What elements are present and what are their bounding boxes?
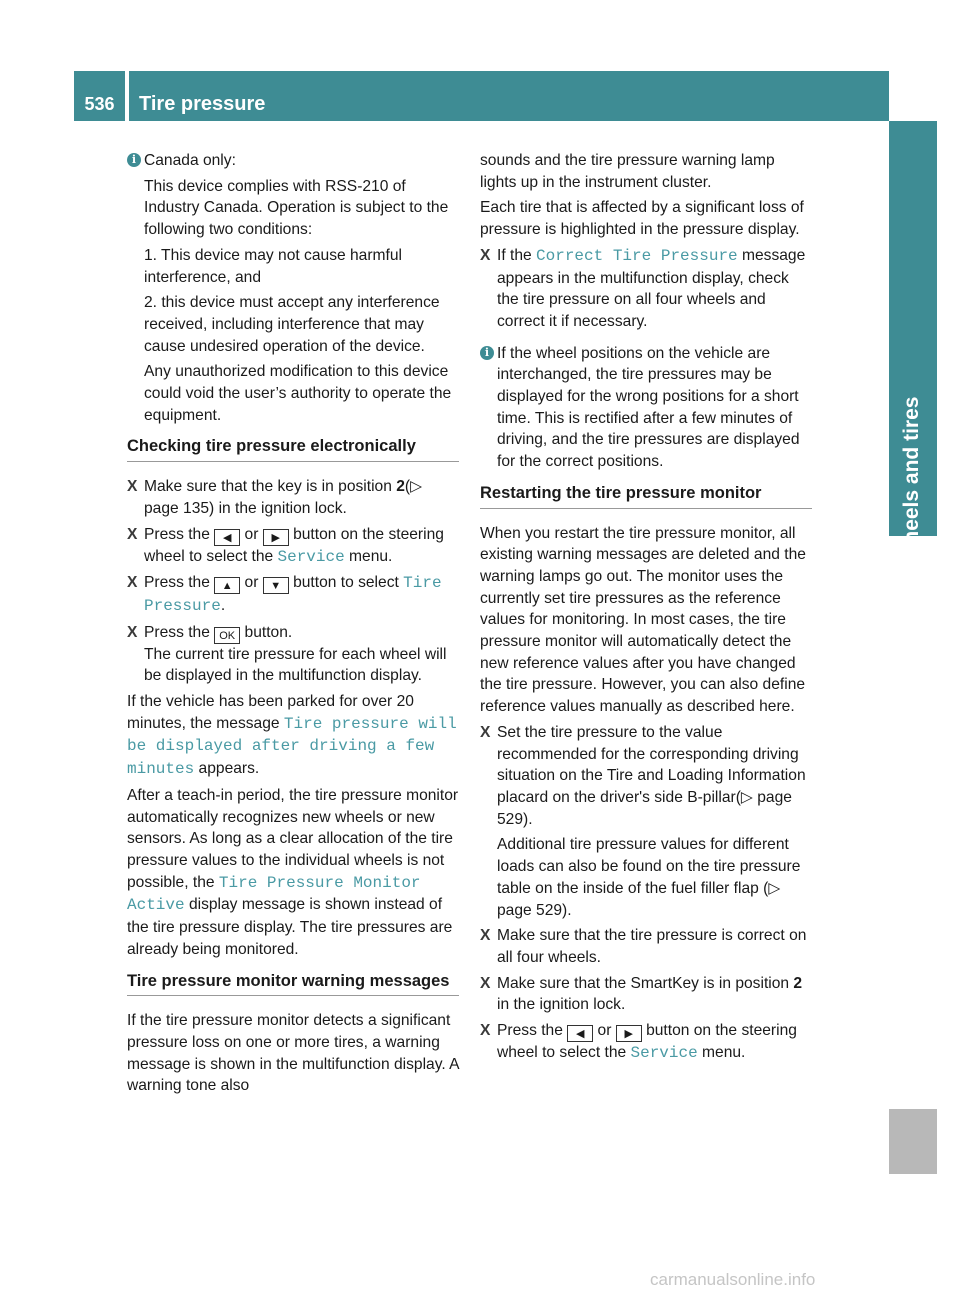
paragraph: If the wheel positions on the vehicle are interchanged, the tire pressures may be displayed for the wrong positions for a short time. This is rectified after a few minutes of driving, and the tire pressures are displayed for the correct positions.: [497, 344, 800, 471]
section-heading: Checking tire pressure electronically: [127, 436, 459, 462]
section-heading: Tire pressure monitor warning messages: [127, 971, 459, 997]
display-message: Service: [630, 1044, 698, 1063]
watermark: carmanualsonline.info: [650, 1270, 816, 1289]
info-title: Canada only:: [144, 152, 236, 169]
page-number: 536: [74, 71, 125, 121]
instruction-step: X Make sure that the SmartKey is in position 2 in the ignition lock.: [480, 974, 803, 1014]
step-marker-icon: X: [480, 246, 491, 264]
paragraph: Any unauthorized modification to this device could void the user’s authority to operate the equipment.: [144, 363, 452, 424]
display-message: Tire Pressure Monitor Active: [127, 873, 421, 915]
display-message: Correct Tire Pressure: [536, 246, 738, 265]
paragraph: Set the tire pressure to the value recommended for the corresponding driving situation on the Tire and Loading Information placard on the driver's side B-pillar(▷ page 529).: [497, 723, 806, 828]
display-message: Service: [277, 547, 345, 566]
left-arrow-key-icon: ◀: [214, 529, 240, 546]
display-message: Tire Pressure: [144, 574, 442, 615]
info-canada: [127, 150, 459, 426]
instruction-step: X Press the ◀ or ▶ button on the steering wheel to select the Service menu.: [127, 525, 444, 566]
up-arrow-key-icon: ▲: [214, 577, 240, 594]
step-marker-icon: X: [480, 974, 491, 992]
left-column: [127, 150, 459, 1101]
paragraph: Each tire that is affected by a significant loss of pressure is highlighted in the pressure display.: [480, 199, 804, 239]
instruction-step: X Make sure that the tire pressure is correct on all four wheels.: [480, 927, 807, 966]
chapter-tab-label: Wheels and tires: [900, 396, 923, 564]
step-marker-icon: X: [480, 1022, 491, 1040]
right-arrow-key-icon: ▶: [616, 1025, 642, 1042]
instruction-step: X Make sure that the key is in position 2(▷ page 135) in the ignition lock.: [127, 478, 423, 517]
paragraph: 1. This device may not cause harmful interference, and: [144, 246, 402, 286]
left-arrow-key-icon: ◀: [567, 1025, 593, 1042]
ok-key-icon: OK: [214, 627, 240, 644]
info-wheel-positions: [480, 343, 812, 473]
instruction-step: X If the Correct Tire Pressure message appears in the multifunction display, check the tire pressure on all four wheels and correct it if necessary.: [480, 246, 806, 330]
instruction-step: X Press the ▲ or ▼ button to select Tire Pressure.: [127, 574, 442, 615]
step-marker-icon: X: [127, 574, 138, 592]
paragraph: 2. this device must accept any interference received, including interference that may cause undesired operation of the device.: [144, 294, 440, 355]
section-heading: Restarting the tire pressure monitor: [480, 483, 812, 509]
step-marker-icon: X: [127, 623, 138, 641]
instruction-step: X Press the OK button. The current tire pressure for each wheel will be displayed in the multifunction display.: [127, 623, 447, 685]
chapter-tab-marker: [889, 1109, 937, 1174]
right-arrow-key-icon: ▶: [263, 529, 289, 546]
paragraph: After a teach-in period, the tire pressure monitor automatically recognizes new wheels or new sensors. As long as a clear allocation of the tire pressure values to the individual wheels is not possible, the Tire Pressure Monitor Active display message is shown instead of the tire pressure display. The tire pressures are already being monitored.: [127, 786, 459, 958]
step-marker-icon: X: [127, 525, 138, 543]
step-marker-icon: X: [480, 927, 491, 945]
paragraph: This device complies with RSS-210 of Industry Canada. Operation is subject to the following two conditions:: [144, 177, 449, 239]
instruction-step: X Press the ◀ or ▶ button on the steering wheel to select the Service menu.: [480, 1022, 797, 1063]
step-marker-icon: X: [480, 723, 491, 741]
right-column: [480, 150, 812, 1069]
page-title: Tire pressure: [129, 71, 889, 121]
paragraph: Additional tire pressure values for different loads can also be found on the tire pressure table on the inside of the fuel filler flap (▷ page 529).: [497, 836, 801, 919]
paragraph: sounds and the tire pressure warning lamp lights up in the instrument cluster.: [480, 152, 775, 191]
info-icon: i: [480, 346, 494, 360]
down-arrow-key-icon: ▼: [263, 577, 289, 594]
page-header: [74, 71, 889, 121]
step-marker-icon: X: [127, 478, 138, 496]
info-icon: i: [127, 153, 141, 167]
paragraph: When you restart the tire pressure monitor, all existing warning messages are deleted and the warning lamps go out. The monitor uses the currently set tire pressures as the reference values for monitoring. In most cases, the tire pressure monitor will automatically detect the new reference values after you have changed the tire pressure. However, you can also define reference values manually as described here.: [480, 524, 806, 716]
instruction-step: [480, 722, 812, 921]
paragraph: If the vehicle has been parked for over 20 minutes, the message Tire pressure will be displayed after driving a few minutes appears.: [127, 693, 457, 779]
paragraph: If the tire pressure monitor detects a significant pressure loss on one or more tires, a warning message is shown in the multifunction display. A warning tone also: [127, 1012, 459, 1095]
display-message: Tire pressure will be displayed after driving a few minutes: [127, 714, 457, 779]
